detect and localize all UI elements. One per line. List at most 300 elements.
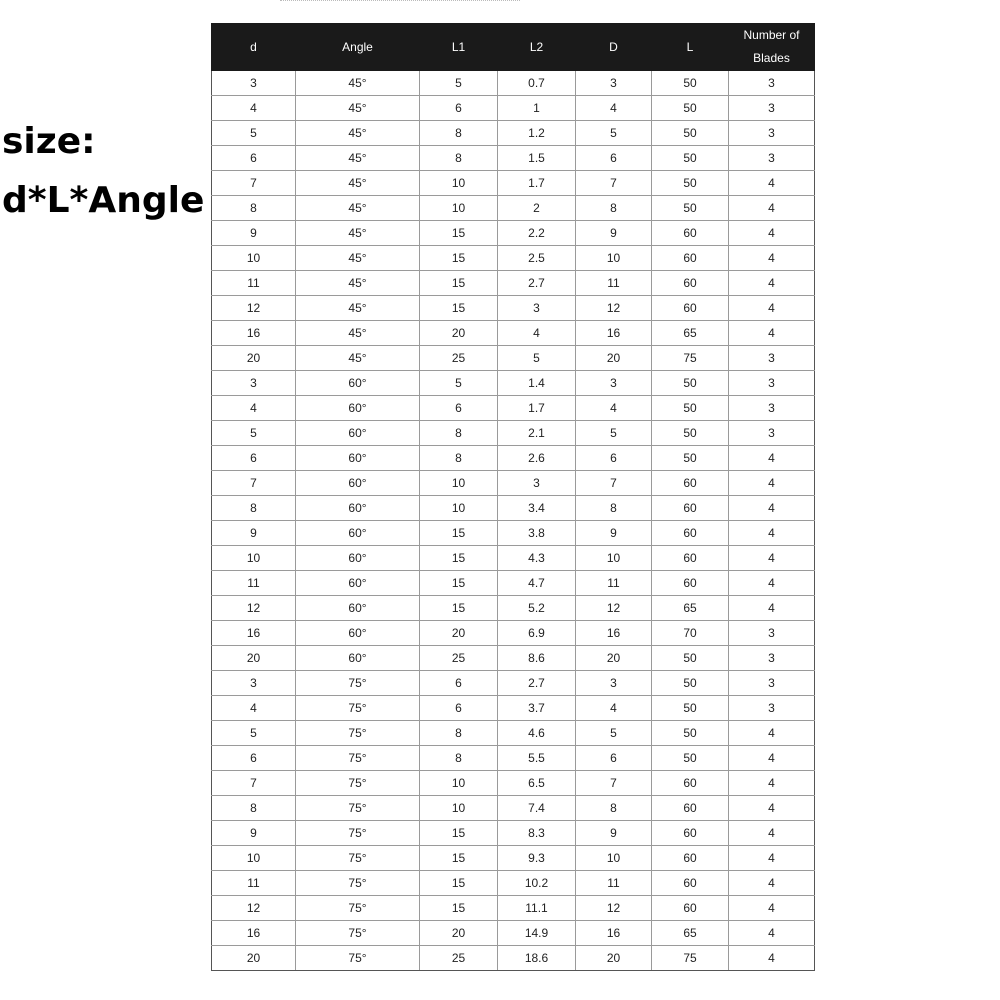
table-row [212,146,815,171]
cell-diameter: 20 [576,646,652,671]
cell-l1: 15 [420,271,498,296]
cell-l2: 5.5 [498,746,576,771]
cell-d: 16 [212,321,296,346]
cell-length: 50 [652,171,729,196]
header-number-of-blades: Number of Blades [729,24,815,71]
cell-blades: 4 [729,171,815,196]
cell-blades: 3 [729,146,815,171]
cell-l1: 15 [420,896,498,921]
cell-blades: 3 [729,96,815,121]
table-row [212,96,815,121]
cell-d: 11 [212,571,296,596]
table-row [212,746,815,771]
cell-diameter: 6 [576,146,652,171]
table-row [212,496,815,521]
table-row [212,446,815,471]
cell-blades: 4 [729,896,815,921]
cell-angle: 75° [296,696,420,721]
cell-length: 75 [652,946,729,971]
cell-diameter: 9 [576,221,652,246]
cell-blades: 3 [729,346,815,371]
cell-blades: 3 [729,421,815,446]
table-row [212,421,815,446]
cell-d: 8 [212,796,296,821]
table-row [212,171,815,196]
cell-blades: 4 [729,796,815,821]
cell-l1: 8 [420,121,498,146]
cell-l2: 3.7 [498,696,576,721]
cell-length: 60 [652,246,729,271]
cell-d: 3 [212,671,296,696]
cell-length: 60 [652,771,729,796]
cell-angle: 75° [296,721,420,746]
cell-angle: 45° [296,146,420,171]
cell-blades: 4 [729,496,815,521]
cell-l2: 3 [498,296,576,321]
cell-d: 12 [212,296,296,321]
table-row [212,121,815,146]
header-length: L [652,24,729,71]
cell-diameter: 8 [576,796,652,821]
cell-blades: 4 [729,921,815,946]
table-row [212,821,815,846]
cell-blades: 4 [729,271,815,296]
cell-diameter: 12 [576,896,652,921]
cell-blades: 4 [729,546,815,571]
cell-l2: 6.5 [498,771,576,796]
cell-diameter: 6 [576,446,652,471]
cell-diameter: 20 [576,946,652,971]
cell-length: 60 [652,471,729,496]
header-l1: L1 [420,24,498,71]
cell-l1: 15 [420,596,498,621]
cell-l1: 20 [420,321,498,346]
cell-angle: 75° [296,921,420,946]
cell-angle: 45° [296,246,420,271]
cell-length: 50 [652,696,729,721]
cell-l2: 1.7 [498,396,576,421]
cell-l1: 25 [420,346,498,371]
cell-l1: 20 [420,621,498,646]
cell-angle: 60° [296,496,420,521]
cell-blades: 4 [729,846,815,871]
cell-diameter: 10 [576,246,652,271]
header-angle: Angle [296,24,420,71]
cell-blades: 4 [729,821,815,846]
cell-d: 7 [212,471,296,496]
cell-diameter: 4 [576,396,652,421]
cell-blades: 4 [729,221,815,246]
spec-table [211,23,815,971]
cell-length: 60 [652,496,729,521]
cell-d: 4 [212,96,296,121]
cell-diameter: 16 [576,621,652,646]
cell-angle: 60° [296,621,420,646]
table-row [212,471,815,496]
cell-angle: 75° [296,846,420,871]
cell-angle: 45° [296,71,420,96]
table-row [212,846,815,871]
header-diameter: D [576,24,652,71]
cell-l2: 0.7 [498,71,576,96]
cell-l2: 3 [498,471,576,496]
cell-length: 60 [652,521,729,546]
size-formula: d*L*Angle [2,180,205,221]
size-title: size: [2,121,96,162]
cell-angle: 75° [296,821,420,846]
cell-angle: 45° [296,346,420,371]
cell-angle: 75° [296,946,420,971]
cell-d: 20 [212,646,296,671]
cell-length: 50 [652,96,729,121]
header-l2: L2 [498,24,576,71]
cell-l2: 5 [498,346,576,371]
cell-d: 20 [212,346,296,371]
cell-length: 65 [652,921,729,946]
table-row [212,946,815,971]
cell-l2: 3.4 [498,496,576,521]
cell-l2: 11.1 [498,896,576,921]
cell-l2: 7.4 [498,796,576,821]
cell-angle: 45° [296,321,420,346]
cell-length: 60 [652,796,729,821]
cell-d: 6 [212,746,296,771]
cell-diameter: 3 [576,371,652,396]
cell-length: 65 [652,596,729,621]
header-row [212,24,815,71]
cell-d: 4 [212,696,296,721]
cell-diameter: 16 [576,321,652,346]
cell-diameter: 8 [576,196,652,221]
cell-diameter: 12 [576,596,652,621]
cell-diameter: 8 [576,496,652,521]
cell-blades: 4 [729,196,815,221]
cell-l2: 10.2 [498,871,576,896]
cell-d: 12 [212,596,296,621]
cell-length: 50 [652,746,729,771]
cell-l1: 20 [420,921,498,946]
cell-angle: 60° [296,471,420,496]
cell-angle: 60° [296,396,420,421]
cell-l2: 8.3 [498,821,576,846]
cell-l1: 10 [420,496,498,521]
table-row [212,271,815,296]
cell-l2: 4.7 [498,571,576,596]
cell-l1: 5 [420,71,498,96]
cell-l2: 1.4 [498,371,576,396]
cell-l2: 2.7 [498,671,576,696]
cell-angle: 75° [296,746,420,771]
cell-d: 12 [212,896,296,921]
cell-d: 10 [212,846,296,871]
cell-l2: 1.2 [498,121,576,146]
cell-l2: 2.2 [498,221,576,246]
table-row [212,721,815,746]
cell-blades: 4 [729,246,815,271]
cell-length: 70 [652,621,729,646]
cell-d: 6 [212,146,296,171]
header-d: d [212,24,296,71]
cell-diameter: 4 [576,696,652,721]
cell-blades: 4 [729,721,815,746]
table-row [212,671,815,696]
cell-angle: 45° [296,221,420,246]
cell-l1: 15 [420,546,498,571]
cell-l1: 6 [420,696,498,721]
cell-d: 11 [212,871,296,896]
cell-d: 8 [212,496,296,521]
cell-length: 60 [652,846,729,871]
table-row [212,646,815,671]
cell-d: 3 [212,371,296,396]
cell-d: 9 [212,821,296,846]
cell-blades: 4 [729,746,815,771]
cell-diameter: 16 [576,921,652,946]
cell-angle: 75° [296,871,420,896]
cell-length: 50 [652,446,729,471]
cell-d: 9 [212,221,296,246]
cell-l2: 2.6 [498,446,576,471]
cell-diameter: 10 [576,546,652,571]
cell-l2: 1.5 [498,146,576,171]
cell-angle: 75° [296,671,420,696]
cell-d: 5 [212,721,296,746]
cell-blades: 4 [729,521,815,546]
cell-l1: 8 [420,146,498,171]
cell-angle: 60° [296,446,420,471]
cell-l1: 10 [420,171,498,196]
cell-l1: 8 [420,746,498,771]
cell-d: 5 [212,421,296,446]
cell-l1: 8 [420,721,498,746]
cell-l1: 8 [420,421,498,446]
cell-blades: 4 [729,596,815,621]
cell-blades: 4 [729,871,815,896]
table-row [212,571,815,596]
cell-diameter: 7 [576,471,652,496]
cell-l1: 6 [420,96,498,121]
table-row [212,546,815,571]
cell-diameter: 5 [576,421,652,446]
cell-l2: 5.2 [498,596,576,621]
table-row [212,521,815,546]
cell-length: 60 [652,271,729,296]
cell-l1: 5 [420,371,498,396]
cell-l1: 6 [420,396,498,421]
cell-diameter: 7 [576,171,652,196]
cell-length: 60 [652,896,729,921]
cell-blades: 3 [729,646,815,671]
cell-blades: 4 [729,321,815,346]
cell-diameter: 5 [576,121,652,146]
cell-diameter: 11 [576,871,652,896]
cell-l2: 2.1 [498,421,576,446]
cell-l1: 8 [420,446,498,471]
cell-diameter: 5 [576,721,652,746]
cell-diameter: 11 [576,571,652,596]
cell-l1: 15 [420,246,498,271]
cell-l1: 15 [420,821,498,846]
cell-d: 6 [212,446,296,471]
cell-l2: 2.7 [498,271,576,296]
cell-d: 3 [212,71,296,96]
cell-angle: 45° [296,96,420,121]
cell-l1: 15 [420,846,498,871]
table-row [212,296,815,321]
cell-angle: 60° [296,596,420,621]
cell-d: 9 [212,521,296,546]
cell-d: 5 [212,121,296,146]
cell-angle: 45° [296,171,420,196]
table-row [212,371,815,396]
cell-d: 10 [212,546,296,571]
cell-angle: 60° [296,571,420,596]
table-row [212,771,815,796]
cell-diameter: 20 [576,346,652,371]
cell-blades: 3 [729,396,815,421]
cell-angle: 75° [296,771,420,796]
cell-blades: 3 [729,121,815,146]
cell-length: 60 [652,571,729,596]
cell-blades: 3 [729,371,815,396]
cell-l2: 6.9 [498,621,576,646]
cropped-header-fragment [280,0,520,4]
cell-diameter: 7 [576,771,652,796]
cell-length: 60 [652,221,729,246]
cell-l1: 15 [420,296,498,321]
table-row [212,871,815,896]
cell-angle: 60° [296,546,420,571]
cell-l2: 8.6 [498,646,576,671]
cell-l1: 10 [420,771,498,796]
table-row [212,71,815,96]
cell-l2: 14.9 [498,921,576,946]
cell-angle: 45° [296,196,420,221]
table-header [212,24,815,71]
cell-blades: 4 [729,946,815,971]
cell-angle: 60° [296,371,420,396]
cell-blades: 4 [729,296,815,321]
cell-d: 4 [212,396,296,421]
cell-diameter: 12 [576,296,652,321]
cell-length: 50 [652,421,729,446]
cell-blades: 3 [729,696,815,721]
cell-diameter: 4 [576,96,652,121]
table-row [212,596,815,621]
cell-angle: 45° [296,271,420,296]
cell-d: 16 [212,921,296,946]
cell-l2: 2 [498,196,576,221]
cell-angle: 45° [296,121,420,146]
cell-l2: 18.6 [498,946,576,971]
cell-l2: 4.3 [498,546,576,571]
cell-l2: 1.7 [498,171,576,196]
cell-l1: 15 [420,521,498,546]
cell-l1: 15 [420,571,498,596]
table-row [212,221,815,246]
cell-l1: 10 [420,796,498,821]
cell-l1: 10 [420,471,498,496]
cell-l1: 10 [420,196,498,221]
cell-d: 20 [212,946,296,971]
table-body [212,71,815,971]
cell-angle: 45° [296,296,420,321]
cell-blades: 3 [729,671,815,696]
table-row [212,796,815,821]
cell-angle: 60° [296,646,420,671]
cell-blades: 4 [729,446,815,471]
cell-l1: 15 [420,871,498,896]
cell-l2: 4 [498,321,576,346]
cell-l2: 3.8 [498,521,576,546]
cell-d: 11 [212,271,296,296]
cell-l1: 15 [420,221,498,246]
cell-l2: 1 [498,96,576,121]
cell-l2: 9.3 [498,846,576,871]
cell-l1: 25 [420,646,498,671]
cell-length: 50 [652,671,729,696]
cell-length: 60 [652,821,729,846]
cell-angle: 75° [296,896,420,921]
table-row [212,396,815,421]
cell-l1: 6 [420,671,498,696]
cell-length: 50 [652,646,729,671]
cell-d: 7 [212,771,296,796]
cell-length: 50 [652,121,729,146]
table-row [212,321,815,346]
cell-length: 50 [652,71,729,96]
cell-diameter: 9 [576,521,652,546]
cell-length: 60 [652,546,729,571]
cell-angle: 60° [296,421,420,446]
cell-length: 50 [652,196,729,221]
cell-diameter: 3 [576,71,652,96]
cell-l2: 4.6 [498,721,576,746]
cell-l2: 2.5 [498,246,576,271]
table-row [212,921,815,946]
cell-blades: 4 [729,571,815,596]
cell-length: 50 [652,371,729,396]
table-row [212,896,815,921]
cell-length: 50 [652,721,729,746]
cell-length: 75 [652,346,729,371]
cell-length: 60 [652,296,729,321]
cell-blades: 3 [729,621,815,646]
cell-length: 50 [652,396,729,421]
cell-d: 7 [212,171,296,196]
cell-angle: 75° [296,796,420,821]
cell-d: 10 [212,246,296,271]
cell-d: 16 [212,621,296,646]
table-row [212,196,815,221]
cell-diameter: 10 [576,846,652,871]
table-row [212,246,815,271]
cell-angle: 60° [296,521,420,546]
cell-diameter: 9 [576,821,652,846]
cell-diameter: 6 [576,746,652,771]
cell-blades: 4 [729,471,815,496]
cell-length: 65 [652,321,729,346]
cell-diameter: 11 [576,271,652,296]
cell-l1: 25 [420,946,498,971]
table-row [212,346,815,371]
cell-length: 50 [652,146,729,171]
cell-length: 60 [652,871,729,896]
cell-diameter: 3 [576,671,652,696]
cell-blades: 4 [729,771,815,796]
cell-d: 8 [212,196,296,221]
cell-blades: 3 [729,71,815,96]
